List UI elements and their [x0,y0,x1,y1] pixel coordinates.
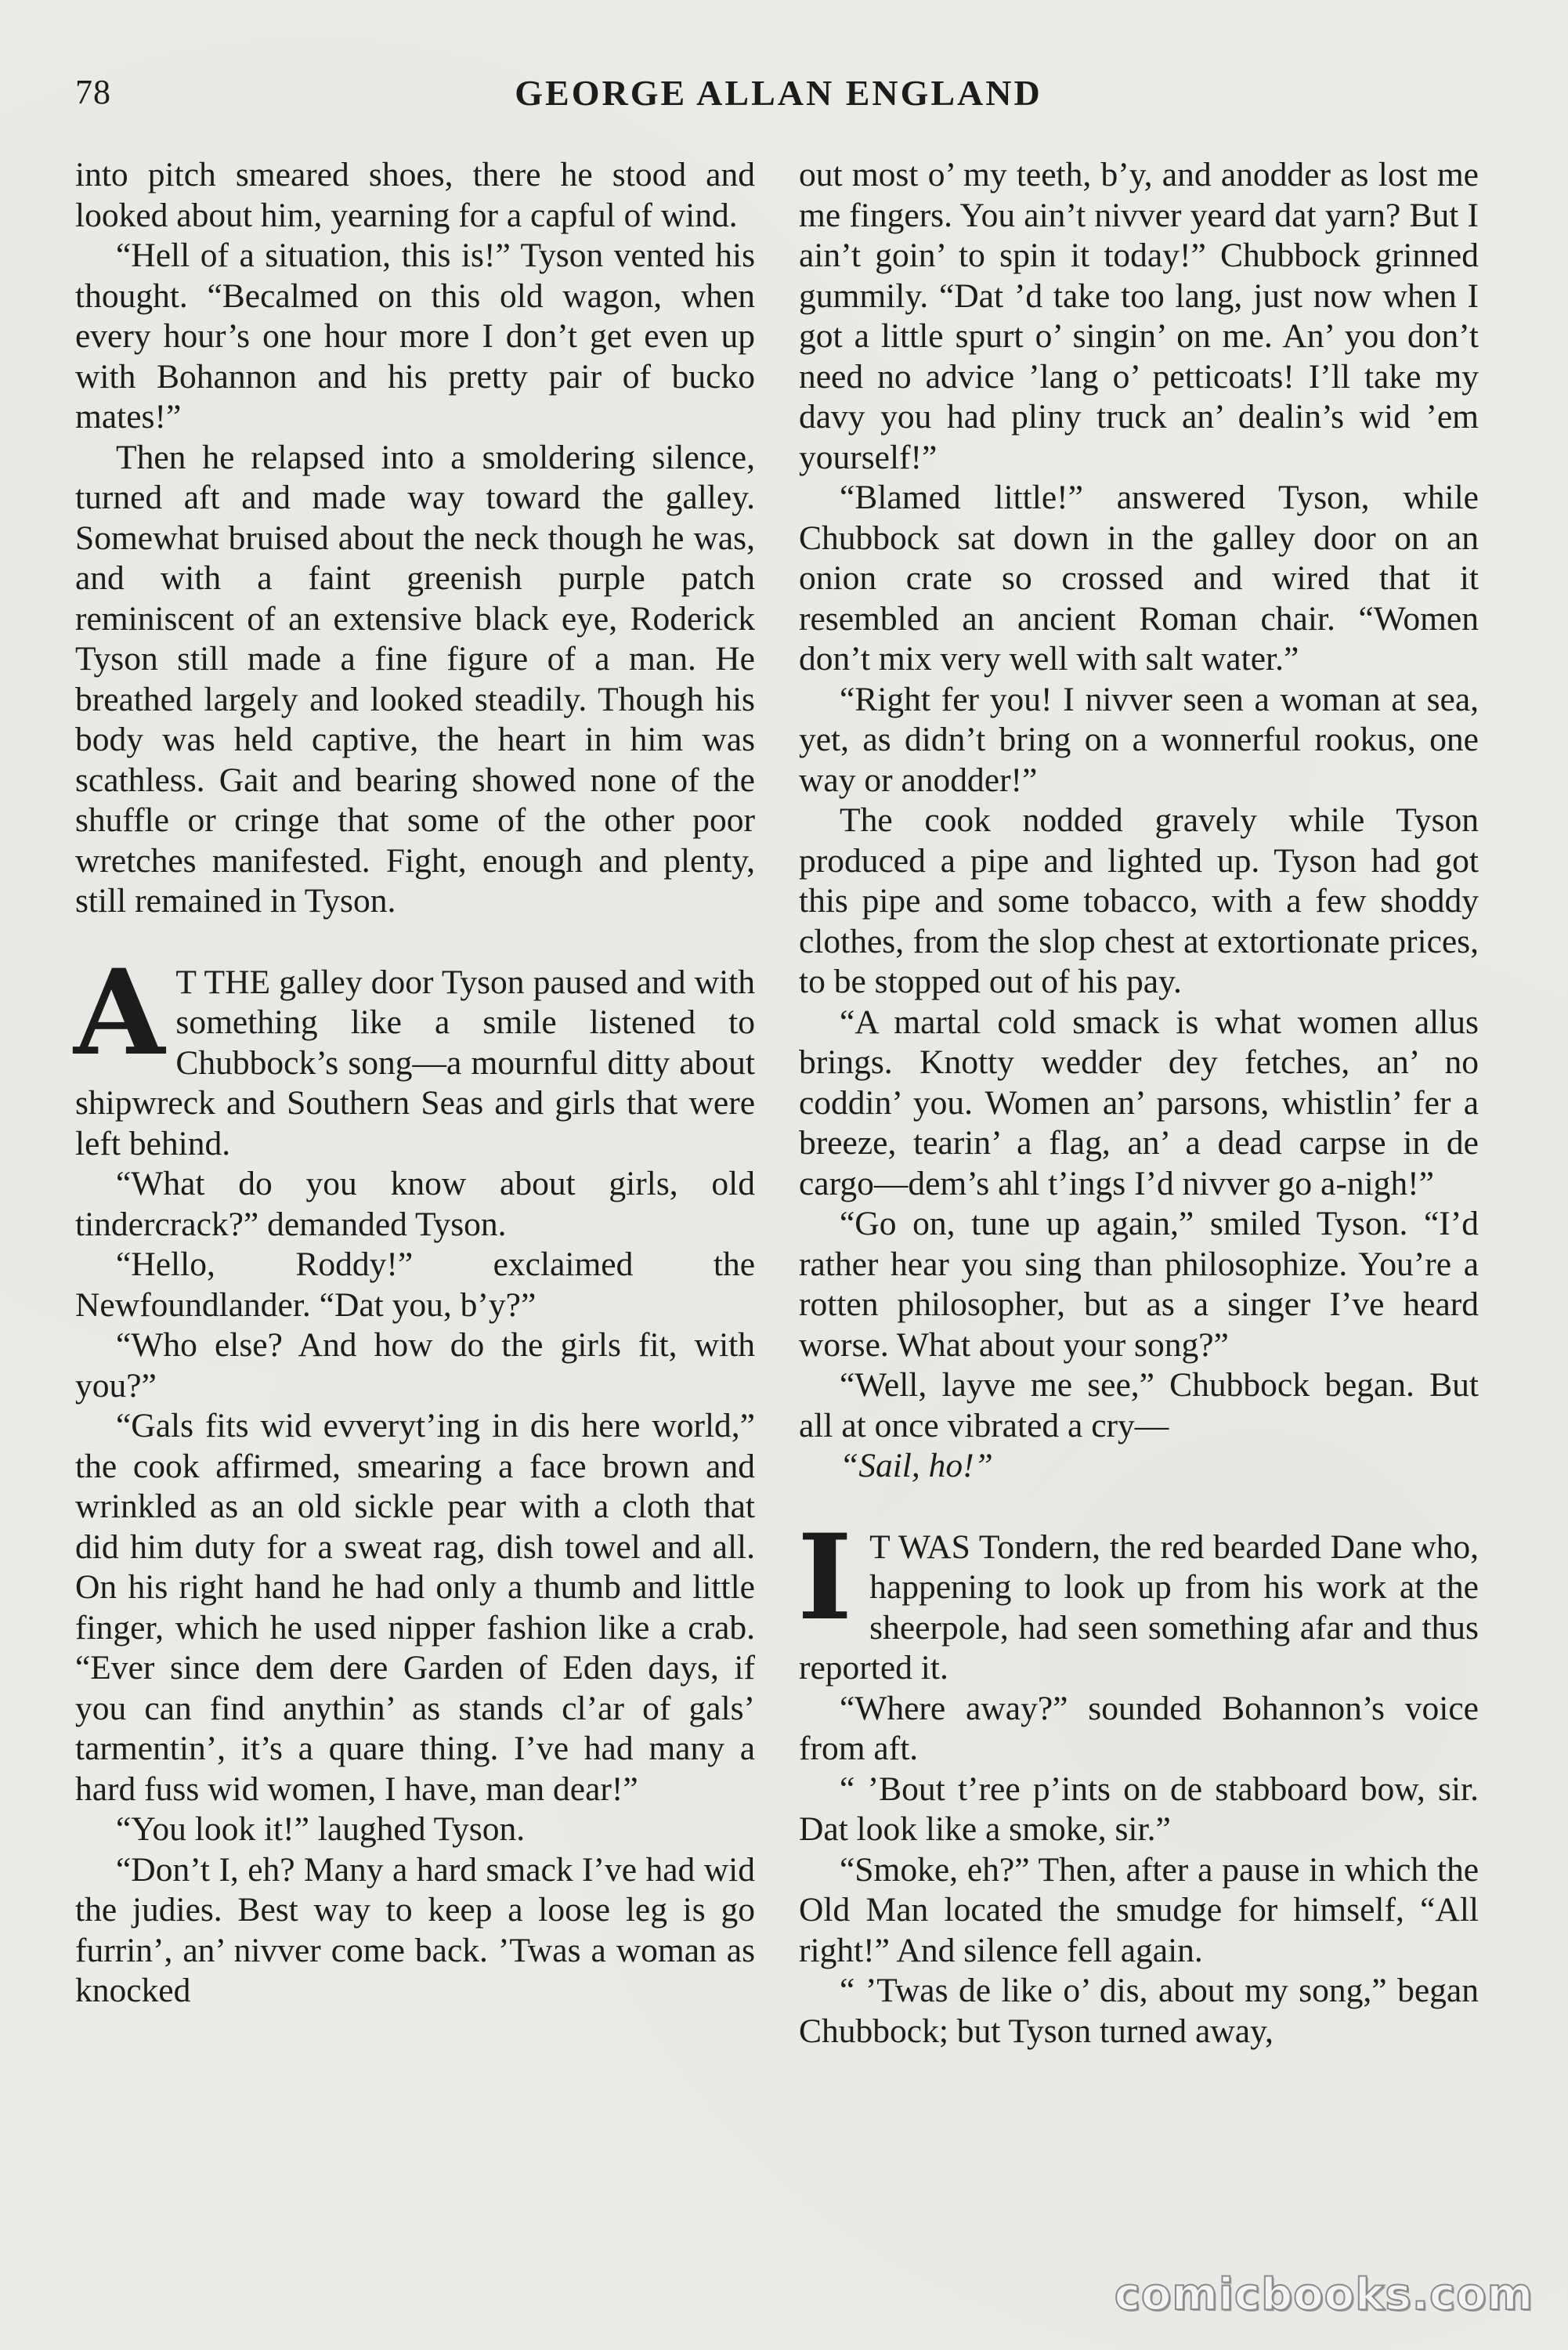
page-header [75,72,1482,119]
paragraph: “Don’t I, eh? Many a hard smack I’ve had wid the judies. Best way to keep a loose leg is go furrin’, an’ nivver come back. ’Twas a woman as knocked [75,1850,755,2009]
section-opening-paragraph [74,943,755,1165]
paragraph: “Hell of a situation, this is!” Tyson vented his thought. “Becalmed on this old wagon, when every hour’s one hour more I don’t get even up with Bohannon and his pretty pair of bucko mates!” [75,237,755,436]
paragraph: “ ’Twas de like o’ dis, about my song,” began Chubbock; but Tyson turned away, [799,1972,1479,2050]
paragraph: “Who else? And how do the girls fit, with you?” [75,1326,755,1405]
paragraph: “Hello, Roddy!” exclaimed the Newfoundlander. “Dat you, b’y?” [75,1246,755,1324]
left-column [75,155,755,2012]
paragraph: “Go on, tune up again,” smiled Tyson. “I’d rather hear you sing than philosophize. You’re a rotten philosopher, but as a singer I’ve heard worse. What about your song?” [799,1205,1479,1364]
right-column [799,155,1479,2052]
paragraph: “Right fer you! I nivver seen a woman at sea, yet, as didn’t bring on a wonnerful rookus, one way or anodder!” [799,680,1479,799]
paragraph: Then he relapsed into a smoldering silence, turned aft and made way toward the galley. Somewhat bruised about the neck though he was, and with a faint greenish purple patch reminiscent of an extensive black eye, Roderick Tyson still made a fine figure of a man. He breathed largely and looked steadily. Though his body was held captive, the heart in him was scathless. Gait and bearing showed none of the shuffle or cringe that some of the other poor wretches manifested. Fight, enough and plenty, still remained in Tyson. [75,438,755,920]
site-watermark: comicbooks.com [1114,2269,1534,2320]
paragraph: “Sail, ho!” [840,1447,993,1484]
paragraph: “Blamed little!” answered Tyson, while Chubbock sat down in the galley door on an onion crate so crossed and wired that it resembled an ancient Roman chair. “Women don’t mix very well with salt water.” [799,479,1479,678]
paragraph: “Smoke, eh?” Then, after a pause in which the Old Man located the smudge for himself, “All right!” And silence fell again. [799,1850,1479,1969]
section-text: T WAS Tondern, the red bearded Dane who, happening to look up from his work at the sheerpole, had seen something afar and thus reported it. [799,1528,1479,1687]
paragraph: “What do you know about girls, old tindercrack?” demanded Tyson. [75,1165,755,1243]
paragraph: “ ’Bout t’ree p’ints on de stabboard bow, sir. Dat look like a smoke, sir.” [799,1770,1479,1848]
paragraph: out most o’ my teeth, b’y, and anodder as lost me me fingers. You ain’t nivver yeard dat yarn? But I ain’t goin’ to spin it today!” Chubbock grinned gummily. “Dat ’d take too lang, just now when I got a little spurt o’ singin’ on me. An’ you don’t need no advice ’lang o’ petticoats! I’ll take my davy you had pliny truck an’ dealin’s wid ’em yourself!” [799,156,1479,476]
paragraph: The cook nodded gravely while Tyson produced a pipe and lighted up. Tyson had got this pipe and some tobacco, with a few shoddy clothes, from the slop chest at extortionate prices, to be stopped out of his pay. [799,801,1479,1000]
section-opening-paragraph [797,1508,1479,1689]
paragraph: “Well, layve me see,” Chubbock began. But all at once vibrated a cry— [799,1366,1479,1444]
paragraph: “Where away?” sounded Bohannon’s voice from aft. [799,1689,1479,1767]
drop-cap: A [74,943,165,1082]
paragraph: “You look it!” laughed Tyson. [116,1810,526,1848]
paragraph: into pitch smeared shoes, there he stood and looked about him, yearning for a capful of wind. [75,156,755,234]
running-head: GEORGE ALLAN ENGLAND [515,73,1042,113]
page-number: 78 [75,73,111,111]
section-text: T THE galley door Tyson paused and with something like a smile listened to Chubbock’s song—a mournful ditty about shipwreck and Southern Seas and girls that were left behind. [75,963,755,1162]
drop-cap: I [797,1508,853,1647]
paragraph: “Gals fits wid evveryt’ing in dis here world,” the cook affirmed, smearing a face brown and wrinkled as an old sickle pear with a cloth that did him duty for a sweat rag, dish towel and all. On his right hand he had only a thumb and little finger, which he used nipper fashion like a crab. “Ever since dem dere Garden of Eden days, if you can find anythin’ as stands cl’ar of gals’ tarmentin’, it’s a quare thing. I’ve had many a hard fuss wid women, I have, man dear!” [75,1407,755,1808]
paragraph: “A martal cold smack is what women allus brings. Knotty wedder dey fetches, an’ no coddin’ you. Women an’ parsons, whistlin’ fer a breeze, tearin’ a flag, an’ a dead carpse in de cargo—dem’s ahl t’ings I’d nivver go a-nigh!” [799,1003,1479,1202]
